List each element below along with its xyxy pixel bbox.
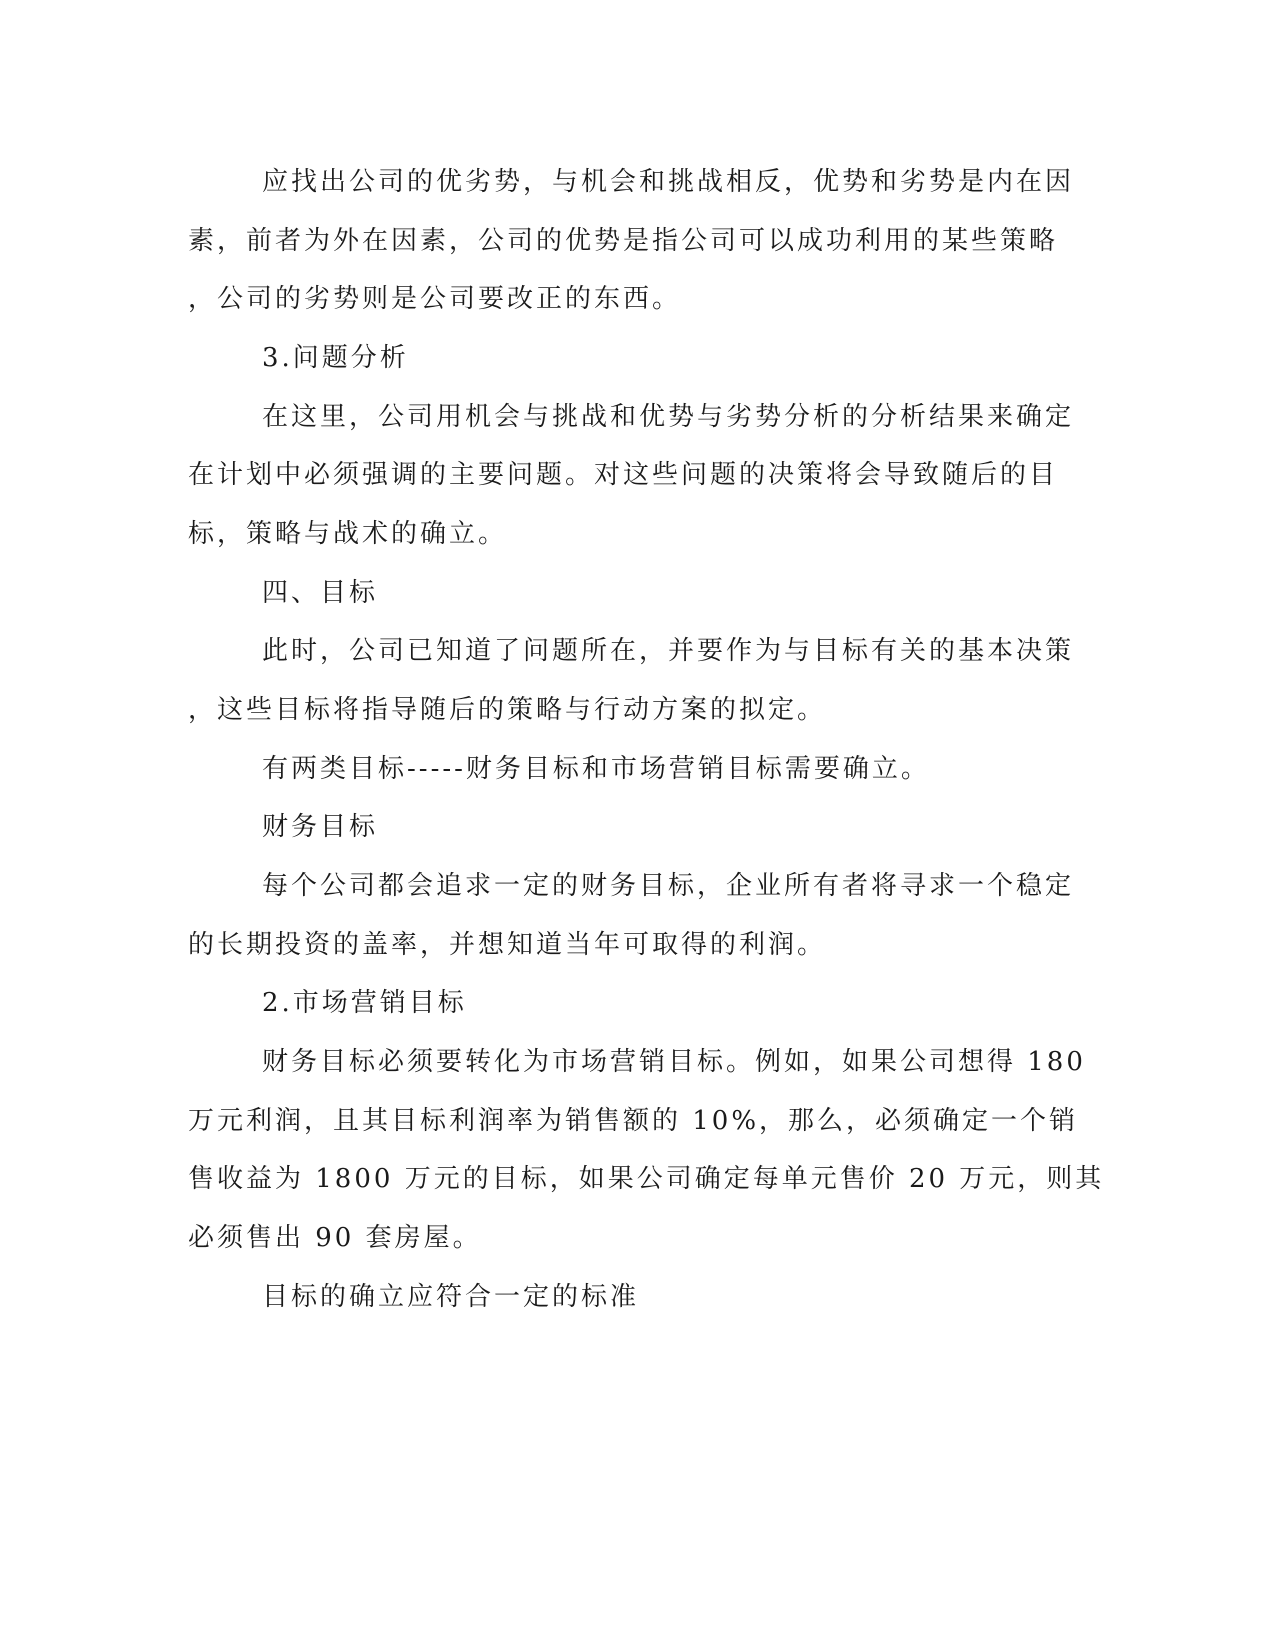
paragraph-line: 必须售出 90 套房屋。	[188, 1223, 482, 1253]
section-heading: 四、目标	[262, 578, 379, 608]
paragraph-line: 有两类目标-----财务目标和市场营销目标需要确立。	[262, 754, 930, 784]
paragraph-line: 应找出公司的优劣势，与机会和挑战相反，优势和劣势是内在因	[262, 167, 1075, 197]
paragraph-line: ，公司的劣势则是公司要改正的东西。	[188, 284, 682, 314]
section-heading: 2.市场营销目标	[262, 988, 467, 1018]
paragraph-line: 财务目标必须要转化为市场营销目标。例如，如果公司想得 180	[262, 1047, 1086, 1077]
paragraph-line: 售收益为 1800 万元的目标，如果公司确定每单元售价 20 万元，则其	[188, 1164, 1105, 1194]
paragraph-line: 标，策略与战术的确立。	[188, 519, 508, 549]
paragraph-line: 在计划中必须强调的主要问题。对这些问题的决策将会导致随后的目	[188, 460, 1059, 490]
paragraph-line: 目标的确立应符合一定的标准	[262, 1282, 640, 1312]
paragraph-line: 每个公司都会追求一定的财务目标，企业所有者将寻求一个稳定	[262, 871, 1075, 901]
section-heading: 财务目标	[262, 812, 379, 842]
paragraph-line: ，这些目标将指导随后的策略与行动方案的拟定。	[188, 695, 827, 725]
paragraph-line: 在这里，公司用机会与挑战和优势与劣势分析的分析结果来确定	[262, 402, 1075, 432]
section-heading: 3.问题分析	[262, 343, 409, 373]
paragraph-line: 的长期投资的盖率，并想知道当年可取得的利润。	[188, 930, 827, 960]
paragraph-line: 此时，公司已知道了问题所在，并要作为与目标有关的基本决策	[262, 636, 1075, 666]
paragraph-line: 万元利润，且其目标利润率为销售额的 10%，那么，必须确定一个销	[188, 1106, 1079, 1136]
paragraph-line: 素，前者为外在因素，公司的优势是指公司可以成功利用的某些策略	[188, 226, 1059, 256]
